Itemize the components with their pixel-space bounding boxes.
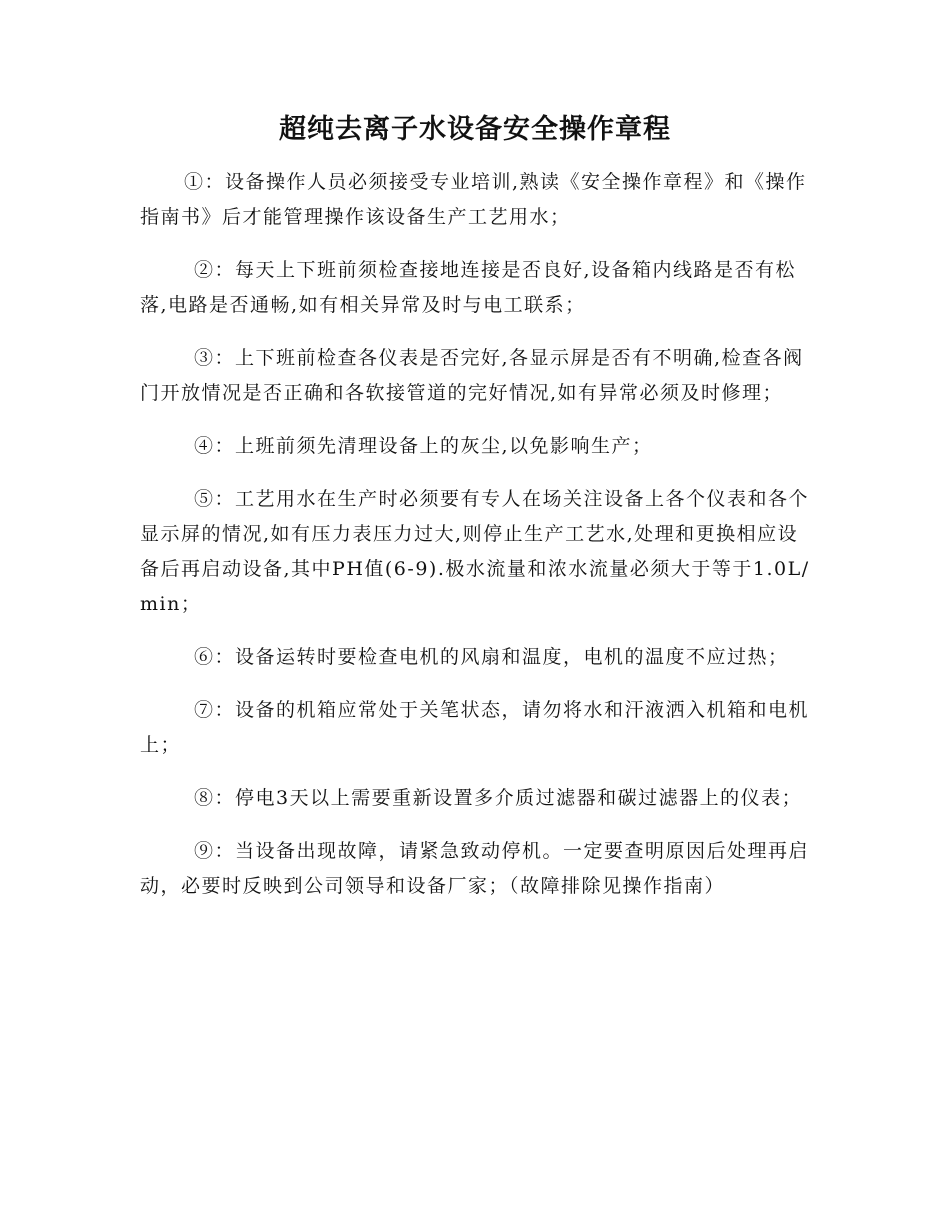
- rule-paragraph-4: ④：上班前须先清理设备上的灰尘,以免影响生产；: [194, 435, 653, 457]
- rule-paragraph-2: ②：每天上下班前须检查接地连接是否良好,设备箱内线路是否有松落,电路是否通畅,如有相关异常及时与电工联系；: [140, 259, 797, 316]
- rule-paragraph-1: ①：设备操作人员必须接受专业培训,熟读《安全操作章程》和《操作指南书》后才能管理操作该设备生产工艺用水；: [140, 171, 807, 228]
- rule-paragraph-8: ⑧：停电3天以上需要重新设置多介质过滤器和碳过滤器上的仪表；: [194, 787, 803, 809]
- document-title: 超纯去离子水设备安全操作章程: [279, 114, 671, 145]
- document-body: [140, 165, 810, 922]
- rule-paragraph-5: ⑤：工艺用水在生产时必须要有专人在场关注设备上各个仪表和各个显示屏的情况,如有压力表压力过大,则停止生产工艺水,处理和更换相应设备后再启动设备,其中PH值(6-9).极水流量和浓水流量必须大于等于1.0L/min；: [140, 488, 810, 615]
- rule-paragraph-9: ⑨：当设备出现故障，请紧急致动停机。一定要查明原因后处理再启动，必要时反映到公司领导和设备厂家；（故障排除见操作指南）: [140, 840, 810, 897]
- rule-paragraph-3: ③：上下班前检查各仪表是否完好,各显示屏是否有不明确,检查各阀门开放情况是否正确和各软接管道的完好情况,如有异常必须及时修理；: [140, 347, 804, 404]
- rule-paragraph-6: ⑥：设备运转时要检查电机的风扇和温度，电机的温度不应过热；: [194, 646, 789, 668]
- rule-paragraph-7: ⑦：设备的机箱应常处于关笔状态，请勿将水和汗液洒入机箱和电机上；: [140, 699, 810, 756]
